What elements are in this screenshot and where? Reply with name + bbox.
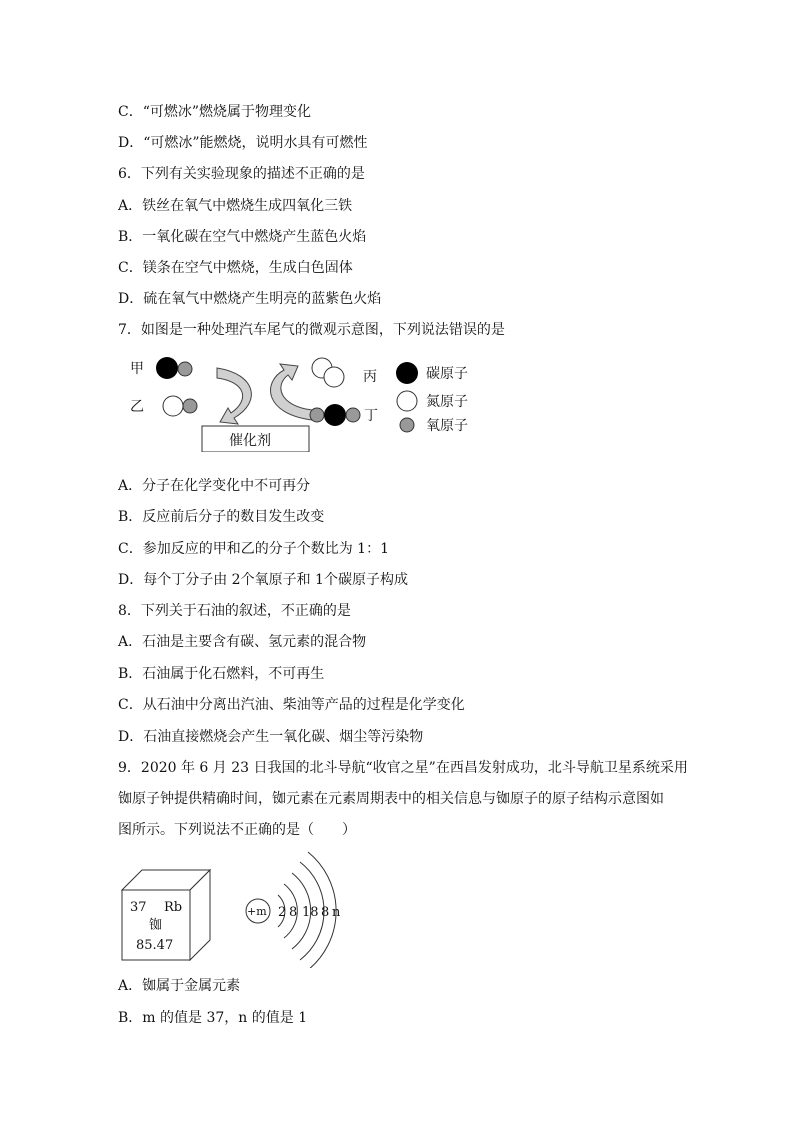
q9-stem-line1: 9．2020 年 6 月 23 日我国的北斗导航“收官之星”在西昌发射成功，北斗导航卫星系统采用 [118,760,688,776]
carbon-atom [324,404,346,426]
label-jia: 甲 [130,361,144,377]
legend-oxygen-label: 氧原子 [426,418,468,434]
q6-option-c: C．镁条在空气中燃烧，生成白色固体 [118,260,353,276]
carbon-atom [156,357,178,379]
element-name: 铷 [149,918,163,933]
nitrogen-atom [163,396,183,416]
atom-structure [246,852,341,968]
legend-carbon-atom [396,362,418,384]
oxygen-atom [183,399,197,413]
oxygen-atom [310,408,324,422]
shell-electrons: 8 [321,905,330,920]
legend-nitrogen-atom [397,391,417,411]
q6-option-d: D．硫在氧气中燃烧产生明亮的蓝紫色火焰 [118,291,382,307]
nucleus-charge: +m [247,905,267,918]
q8-option-a: A．石油是主要含有碳、氢元素的混合物 [118,634,367,650]
q7-reaction-diagram [124,352,484,452]
q7-option-a: A．分子在化学变化中不可再分 [118,478,311,494]
curved-arrow-left-icon [217,368,251,424]
curved-arrow-right-icon [271,364,312,420]
shell-electrons: 8 [289,905,298,920]
q9-option-a: A．铷属于金属元素 [118,978,241,994]
shell-electrons: 18 [302,905,319,920]
nitrogen-atom [324,367,344,387]
legend-carbon-label: 碳原子 [426,366,468,382]
atomic-number: 37 [130,900,147,915]
q8-option-b: B．石油属于化石燃料，不可再生 [118,666,325,682]
q9-stem-line2: 铷原子钟提供精确时间，铷元素在元素周期表中的相关信息与铷原子的原子结构示意图如 [118,791,664,807]
q8-stem: 8．下列关于石油的叙述，不正确的是 [118,603,351,619]
q7-option-c: C．参加反应的甲和乙的分子个数比为 1：1 [118,541,389,557]
periodic-cell [122,870,210,960]
q9-rubidium-diagram [118,848,358,968]
q8-option-d: D．石油直接燃烧会产生一氧化碳、烟尘等污染物 [118,729,424,745]
q7-option-d: D．每个丁分子由 2个氧原子和 1个碳原子构成 [118,572,408,588]
label-ding: 丁 [364,408,378,424]
atomic-mass: 85.47 [136,938,174,953]
q6-stem: 6．下列有关实验现象的描述不正确的是 [118,166,365,182]
q9-option-b: B．m 的值是 37，n 的值是 1 [118,1010,308,1026]
label-bing: 丙 [363,369,377,385]
q5-option-d: D．“可燃冰”能燃烧，说明水具有可燃性 [118,135,368,151]
q6-option-a: A．铁丝在氧气中燃烧生成四氧化三铁 [118,198,353,214]
legend-nitrogen-label: 氮原子 [426,394,468,410]
oxygen-atom [178,362,192,376]
q7-option-b: B．反应前后分子的数目发生改变 [118,509,325,525]
catalyst-label: 催化剂 [229,433,271,449]
q9-stem-line3: 图所示。下列说法不正确的是（ ） [118,822,356,838]
shell-electrons: n [332,905,341,920]
q8-option-c: C．从石油中分离出汽油、柴油等产品的过程是化学变化 [118,697,465,713]
label-yi: 乙 [130,399,144,415]
element-symbol: Rb [164,900,183,915]
q7-stem: 7．如图是一种处理汽车尾气的微观示意图，下列说法错误的是 [118,322,505,338]
q6-option-b: B．一氧化碳在空气中燃烧产生蓝色火焰 [118,229,367,245]
legend-oxygen-atom [400,418,414,432]
shell-electrons: 2 [278,905,287,920]
q5-option-c: C．“可燃冰”燃烧属于物理变化 [118,104,312,120]
oxygen-atom [346,408,360,422]
